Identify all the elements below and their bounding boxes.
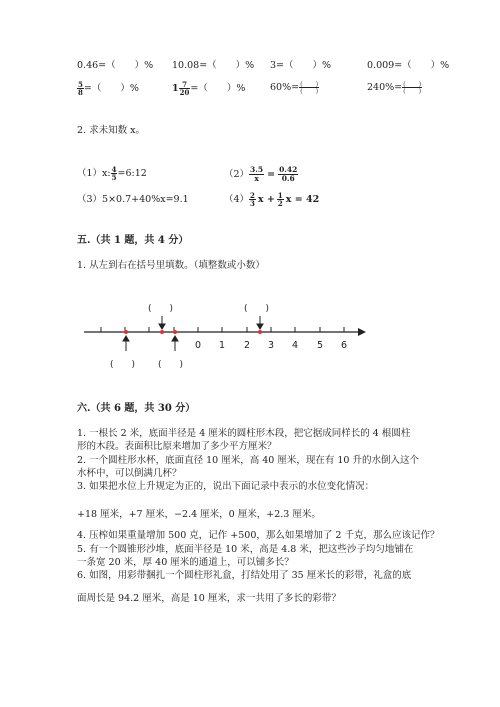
section-5-heading: 五.（共 1 题，共 4 分） (77, 235, 189, 246)
question-2-title: 2. 求未知数 x。 (77, 125, 145, 136)
point-marker (124, 330, 128, 334)
fraction: $\frac{5}{8}$ (78, 80, 83, 97)
blank-fraction: $\frac{( )}{( )}$ (403, 80, 422, 95)
conversion-240-percent: 240%= $\frac{( )}{( )}$ (367, 80, 422, 95)
conversion-10-08: 10.08=（ ）% (172, 60, 255, 71)
down-arrow-head (257, 324, 263, 329)
problem-line: 水杯中，可以倒满几杯？ (77, 468, 182, 479)
fraction: $\frac{3.5}{x}$ (250, 165, 264, 183)
equation-2: （2） $\frac{3.5}{x}$ = $\frac{0.42}{0.6}$ (224, 165, 298, 183)
axis-arrowhead (358, 328, 366, 336)
up-arrow-head (123, 336, 129, 341)
equation-1: （1）x: $\frac{4}{5}$ =6:12 (77, 165, 147, 182)
problem-line: 3. 如果把水位上升规定为正的，说出下面记录中表示的水位变化情况： (77, 481, 375, 492)
bottom-blank-1: ( ) (110, 360, 136, 370)
problem-line: +18 厘米，+7 厘米，−2.4 厘米，0 厘米，+2.3 厘米。 (77, 509, 321, 520)
blank-fraction: $\frac{( )}{( )}$ (300, 80, 319, 95)
fraction: $\frac{1}{2}$ (277, 191, 283, 208)
bottom-blank-2: ( ) (158, 360, 184, 370)
down-arrow-head (159, 324, 165, 329)
equation-4: （4） $\frac{2}{3}$ x + $\frac{1}{2}$ x = 42 (224, 191, 320, 208)
section-5-question-1: 1. 从左到右在括号里填数。（填整数或小数） (77, 260, 265, 271)
conversion-mixed-number: 1 $\frac{7}{20}$ =（ ）% (172, 80, 246, 97)
problem-line: 一条宽 20 米，厚 40 厘米的通道上，可以铺多长？ (77, 557, 294, 568)
problem-line: 4. 压榨如果重量增加 500 克，记作 +500，那么如果增加了 2 千克，那么应该记作？ (77, 530, 440, 541)
tick-label-0: 0 (194, 340, 202, 351)
number-line-figure (0, 295, 500, 375)
tick-label-3: 3 (267, 340, 275, 351)
tick-marks (101, 327, 344, 332)
problem-line: 形的木段。表面积比原来增加了多少平方厘米？ (77, 441, 277, 452)
up-arrow-head (172, 336, 178, 341)
tick-label-1: 1 (218, 340, 226, 351)
problem-line: 2. 一个圆柱形水杯，底面直径 10 厘米，高 40 厘米，现在有 10 升的水倒入这个 (77, 455, 419, 466)
conversion-60-percent: 60%= $\frac{( )}{( )}$ (270, 80, 319, 95)
point-marker (160, 330, 164, 334)
equation-3: （3）5×0.7+40%x=9.1 (77, 194, 189, 205)
tick-label-2: 2 (243, 340, 251, 351)
fraction: $\frac{0.42}{0.6}$ (279, 165, 298, 183)
conversion-five-eighths: $\frac{5}{8}$ =（ ）% (78, 80, 139, 97)
conversion-0-46: 0.46=（ ）% (77, 60, 154, 71)
top-blank-1: ( ) (148, 304, 174, 314)
tick-label-6: 6 (340, 340, 348, 351)
problem-line: 6. 如图，用彩带捆扎一个圆柱形礼盒，打结处用了 35 厘米长的彩带，礼盒的底 (77, 570, 412, 581)
point-marker (258, 330, 262, 334)
problem-line: 1. 一根长 2 米，底面半径是 4 厘米的圆柱形木段，把它据成同样长的 4 根圆柱 (77, 428, 411, 439)
top-blank-2: ( ) (244, 304, 270, 314)
conversion-0-009: 0.009=（ ）% (367, 60, 450, 71)
fraction: $\frac{4}{5}$ (111, 165, 117, 182)
conversion-3: 3=（ ）% (270, 60, 332, 71)
tick-label-4: 4 (291, 340, 299, 351)
point-marker (173, 330, 177, 334)
fraction: $\frac{7}{20}$ (179, 80, 190, 97)
problem-line: 面周长是 94.2 厘米，高是 10 厘米，求一共用了多长的彩带？ (77, 593, 341, 604)
fraction: $\frac{2}{3}$ (250, 191, 255, 208)
problem-line: 5. 有一个圆锥形沙堆，底面半径是 10 米，高是 4.8 米，把这些沙子均匀地铺在 (77, 544, 414, 555)
section-6-heading: 六.（共 6 题，共 30 分） (77, 403, 196, 414)
tick-label-5: 5 (316, 340, 324, 351)
